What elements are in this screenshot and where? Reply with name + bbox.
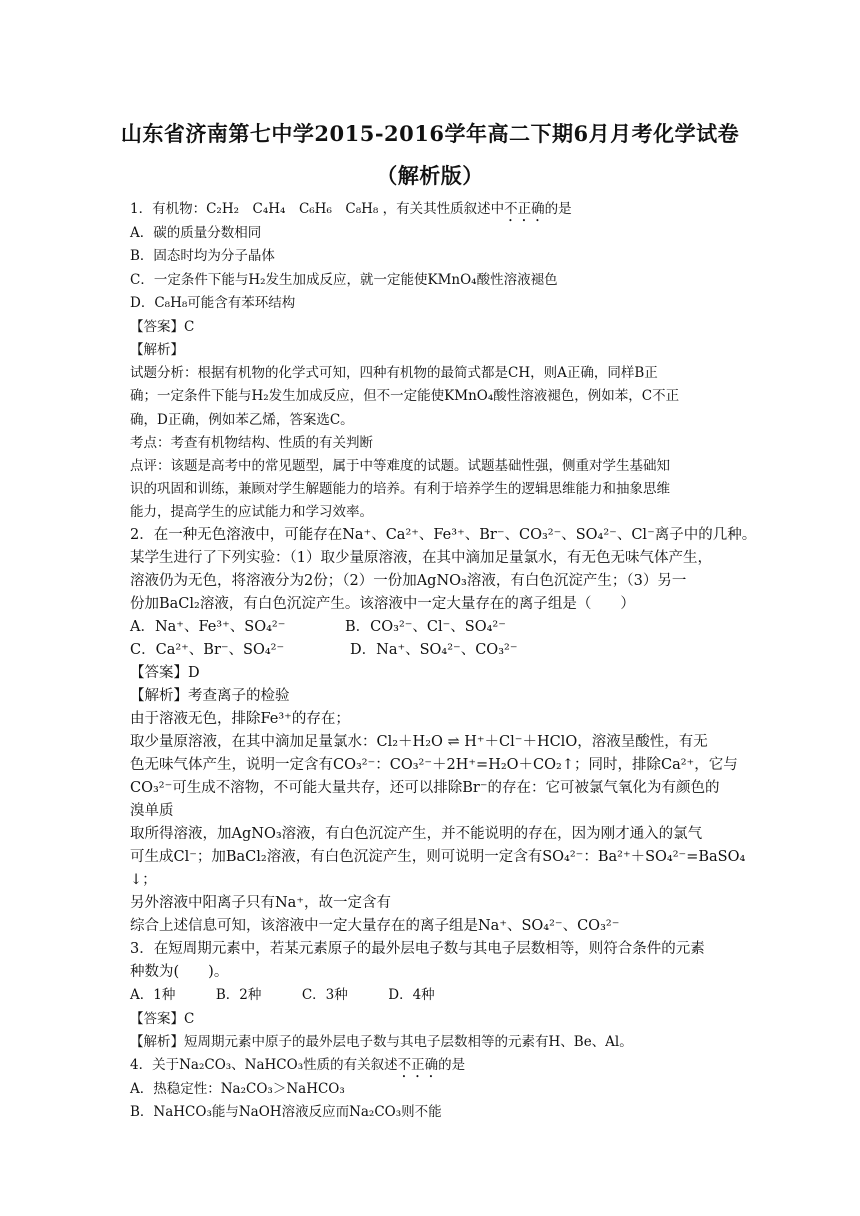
q2-option-b: B．CO₃²⁻、Cl⁻、SO₄²⁻ [345, 619, 506, 635]
q2-stem-line: 某学生进行了下列实验：（1）取少量原溶液，在其中滴加足量氯水，有无色无味气体产生， [130, 550, 712, 566]
page-title: 山东省济南第七中学2015-2016学年高二下期6月月考化学试卷 [120, 121, 740, 146]
q2-analysis-line: 取所得溶液，加AgNO₃溶液，有白色沉淀产生，并不能说明的存在，因为刚才通入的氯气 [130, 826, 703, 842]
q2-analysis-line: 【解析】考查离子的检验 [130, 688, 290, 704]
q2-analysis-line: ↓； [130, 872, 157, 888]
q1-comment-line: 点评：该题是高考中的常见题型，属于中等难度的试题。试题基础性强，侧重对学生基础知 [130, 458, 670, 474]
q1-stem: 1．有机物：C₂H₂ C₄H₄ C₆H₆ C₈H₈ ，有关其性质叙述中不正确的是 [130, 201, 572, 217]
q2-analysis-line: CO₃²⁻可生成不溶物，不可能大量共存，还可以排除Br⁻的存在：它可被氯气氧化为有颜色的 [130, 780, 720, 796]
q1-option-a: A．碳的质量分数相同 [130, 225, 262, 241]
page-subtitle: （解析版） [376, 163, 484, 188]
q3-options: A．1种 B．2种 C．3种 D．4种 [130, 987, 435, 1003]
q2-answer: 【答案】D [130, 665, 200, 681]
q4-option-a: A．热稳定性：Na₂CO₃＞NaHCO₃ [130, 1081, 345, 1097]
q2-analysis-line: 由于溶液无色，排除Fe³⁺的存在； [130, 711, 350, 727]
q2-analysis-line: 综合上述信息可知，该溶液中一定大量存在的离子组是Na⁺、SO₄²⁻、CO₃²⁻ [130, 918, 620, 934]
q2-option-d: D．Na⁺、SO₄²⁻、CO₃²⁻ [350, 642, 518, 658]
q3-stem-line: 3．在短周期元素中，若某元素原子的最外层电子数与其电子层数相等，则符合条件的元素 [130, 941, 705, 957]
q2-analysis-line: 可生成Cl⁻；加BaCl₂溶液，有白色沉淀产生，则可说明一定含有SO₄²⁻：Ba²⁺＋SO₄²⁻=BaSO₄ [130, 849, 746, 865]
q1-comment-line: 能力，提高学生的应试能力和学习效率。 [130, 504, 373, 520]
q1-analysis-line: 确；一定条件下能与H₂发生加成反应，但不一定能使KMnO₄酸性溶液褪色，例如苯，C不正 [130, 388, 680, 404]
q1-analysis-line: 试题分析：根据有机物的化学式可知，四种有机物的最简式都是CH，则A正确，同样B正 [130, 365, 658, 381]
q1-analysis-heading: 【解析】 [130, 342, 184, 358]
q2-analysis-line: 取少量原溶液，在其中滴加足量氯水：Cl₂＋H₂O ⇌ H⁺＋Cl⁻＋HClO，溶液呈酸性，有无 [130, 734, 708, 750]
q1-knowledge-point: 考点：考查有机物结构、性质的有关判断 [130, 435, 373, 451]
q2-stem-line: 2．在一种无色溶液中，可能存在Na⁺、Ca²⁺、Fe³⁺、Br⁻、CO₃²⁻、SO₄²⁻、Cl⁻离子中的几种。 [130, 527, 757, 543]
q1-answer: 【答案】C [130, 319, 195, 335]
q4-stem: 4．关于Na₂CO₃、NaHCO₃性质的有关叙述不正确的是 [130, 1057, 466, 1073]
q1-comment-line: 识的巩固和训练，兼顾对学生解题能力的培养。有利于培养学生的逻辑思维能力和抽象思维 [130, 481, 670, 497]
q2-analysis-line: 色无味气体产生，说明一定含有CO₃²⁻：CO₃²⁻＋2H⁺=H₂O＋CO₂↑；同时，排除Ca²⁺，它与 [130, 757, 738, 773]
q4-emphasis: 不正确 [397, 1057, 439, 1073]
q3-stem-line: 种数为( )。 [130, 964, 229, 980]
q2-stem-line: 份加BaCl₂溶液，有白色沉淀产生。该溶液中一定大量存在的离子组是（ ） [130, 596, 635, 612]
q1-emphasis: 不正确 [504, 201, 545, 217]
q3-analysis: 【解析】短周期元素中原子的最外层电子数与其电子层数相等的元素有H、Be、Al。 [130, 1034, 633, 1050]
q1-option-c: C．一定条件下能与H₂发生加成反应，就一定能使KMnO₄酸性溶液褪色 [130, 272, 558, 288]
q2-option-c: C．Ca²⁺、Br⁻、SO₄²⁻ [130, 642, 285, 658]
q3-answer: 【答案】C [130, 1011, 195, 1027]
q2-stem-line: 溶液仍为无色，将溶液分为2份；（2）一份加AgNO₃溶液，有白色沉淀产生；（3）另一 [130, 573, 687, 589]
q1-analysis-line: 确，D正确，例如苯乙烯，答案选C。 [130, 412, 354, 428]
q1-option-b: B．固态时均为分子晶体 [130, 248, 275, 264]
q1-option-d: D．C₈H₈可能含有苯环结构 [130, 295, 296, 311]
q2-analysis-line: 另外溶液中阳离子只有Na⁺，故一定含有 [130, 895, 391, 911]
q2-option-a: A．Na⁺、Fe³⁺、SO₄²⁻ [130, 619, 286, 635]
q4-option-b: B．NaHCO₃能与NaOH溶液反应而Na₂CO₃则不能 [130, 1104, 442, 1120]
q2-analysis-line: 溴单质 [130, 803, 174, 819]
